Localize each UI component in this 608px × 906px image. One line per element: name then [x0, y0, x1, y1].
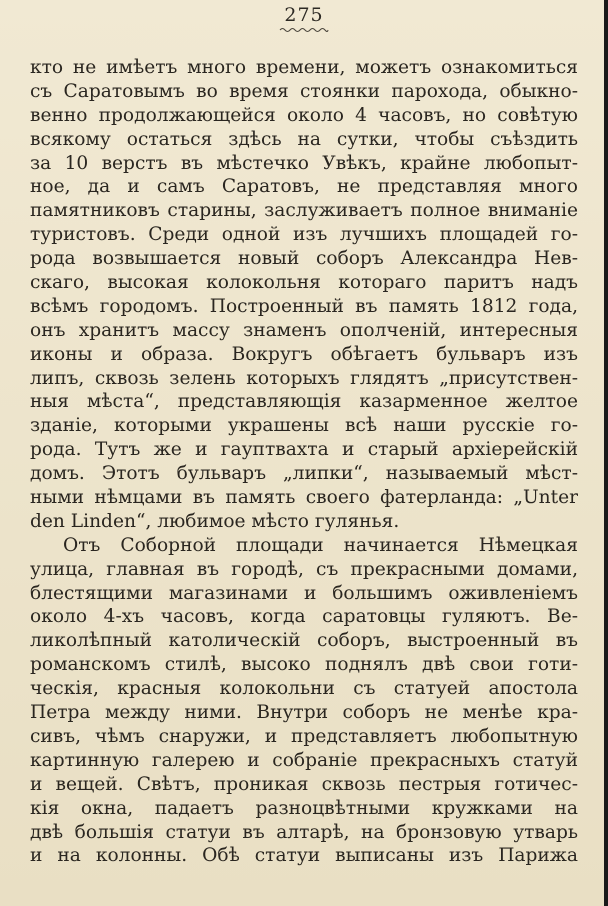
text-line: за 10 верстъ въ мѣстечко Увѣкъ, крайне любопыт- [30, 152, 578, 174]
text-line: двѣ большія статуи въ алтарѣ, на бронзовую утварь [30, 821, 578, 843]
text-line: ныя мѣста“, представляющія казарменное желтое [30, 391, 578, 413]
text-line: романскомъ стилѣ, высоко поднялъ двѣ свои готи- [30, 654, 578, 676]
text-line: кто не имѣетъ много времени, можетъ ознакомиться [30, 57, 578, 78]
text-line: зданіе, которыми украшены всѣ наши русскіе го- [30, 415, 578, 437]
text-line: венно продолжающейся около 4 часовъ, но совѣтую [30, 104, 578, 126]
text-line: блестящими магазинами и большимъ оживленіемъ [30, 582, 578, 604]
text-line: всякому остаться здѣсь на сутки, чтобы съѣздить [30, 128, 578, 150]
page-header [0, 4, 608, 34]
text-line: картинную галерею и собраніе прекрасныхъ статуй [30, 749, 578, 771]
text-line: сивъ, чѣмъ снаружи, и представляетъ любопытную [30, 725, 578, 747]
text-line: иконы и образа. Вокругъ обѣгаетъ бульваръ изъ [30, 343, 578, 365]
text-line: и вещей. Свѣтъ, проникая сквозь пестрыя готичес- [30, 773, 578, 795]
text-line: Петра между ними. Внутри соборъ не менѣе кра- [30, 702, 578, 724]
text-line: ными нѣмцами въ память своего фатерланда: „Unter [30, 487, 578, 509]
text-line: и на колонны. Обѣ статуи выписаны изъ Парижа [30, 845, 578, 867]
text-line: ческія, красныя колокольни съ статуей апостола [30, 678, 578, 700]
page-number: 275 [284, 4, 324, 26]
text-line: туристовъ. Среди одной изъ лучшихъ площадей го- [30, 224, 578, 246]
text-line: рода. Тутъ же и гауптвахта и старый архіерейскій [30, 439, 578, 461]
text-line: липъ, сквозь зелень которыхъ глядятъ „присутствен- [30, 367, 578, 389]
text-line: Отъ Соборной площади начинается Нѣмецкая [63, 534, 578, 556]
text-line: скаго, высокая колокольня котораго паритъ надъ [30, 272, 578, 294]
text-line: всѣмъ городомъ. Построенный въ память 1812 года, [30, 295, 578, 317]
text-line: съ Саратовымъ во время стоянки парохода, обыкно- [30, 80, 578, 102]
text-line: онъ хранитъ массу знаменъ ополченій, интересныя [30, 319, 578, 341]
text-line: около 4-хъ часовъ, когда саратовцы гуляютъ. Ве- [30, 606, 578, 628]
text-line: памятниковъ старины, заслуживаетъ полное вниманіе [30, 200, 578, 222]
text-line: ное, да и самъ Саратовъ, не представляя много [30, 176, 578, 198]
text-line: кія окна, падаетъ разноцвѣтными кружками на [30, 797, 578, 819]
text-line: den Linden“, любимое мѣсто гулянья. [30, 510, 400, 532]
text-line: рода возвышается новый соборъ Александра Нев- [30, 248, 578, 270]
text-line: ликолѣпный католическій соборъ, выстроенный въ [30, 630, 578, 652]
body-text [30, 56, 578, 868]
text-line: домъ. Этотъ бульваръ „липки“, называемый мѣст- [30, 463, 578, 485]
wavy-ornament-icon [279, 26, 329, 34]
text-line: улица, главная въ городѣ, съ прекрасными домами, [30, 558, 578, 580]
scan-edge [604, 0, 608, 906]
